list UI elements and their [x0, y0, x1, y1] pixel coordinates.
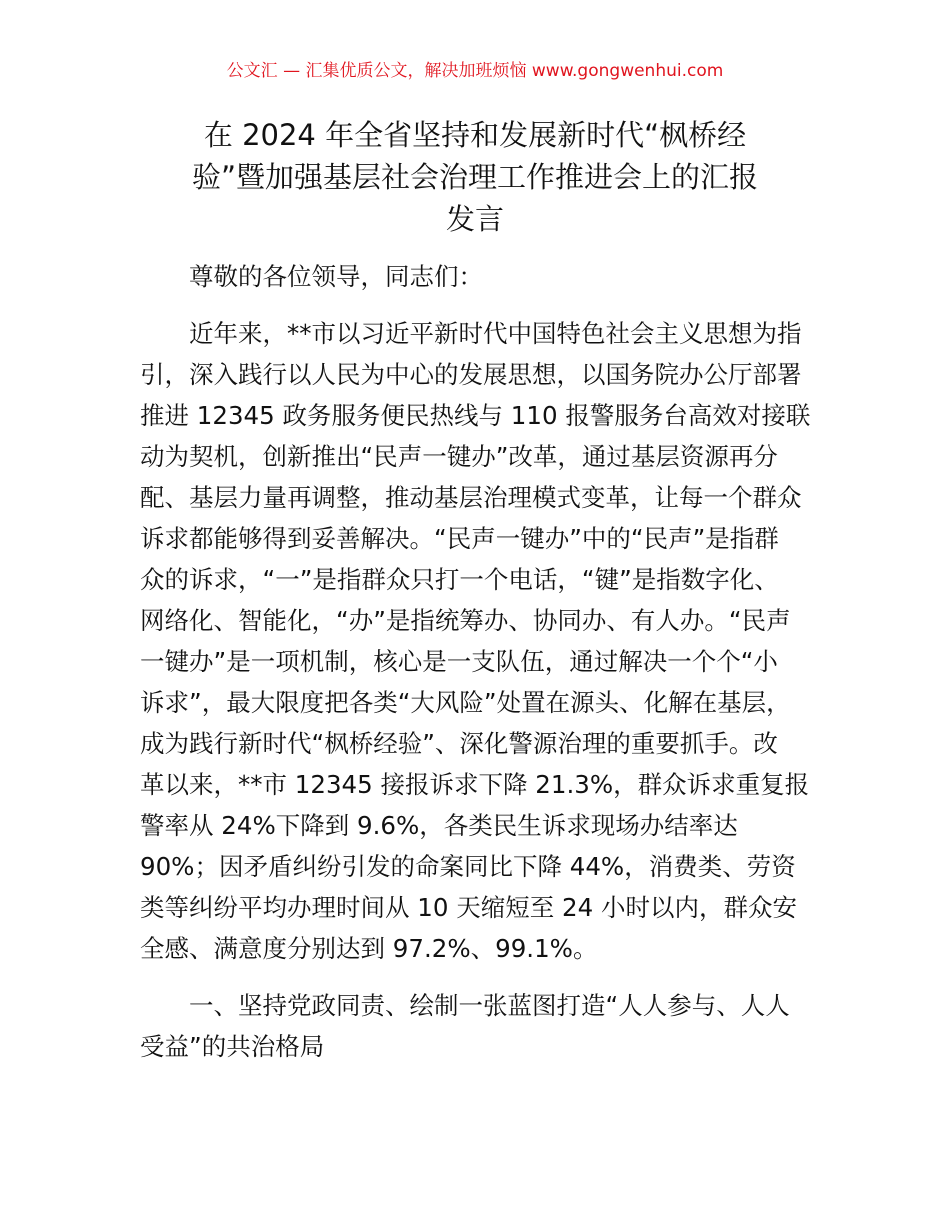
salutation: 尊敬的各位领导，同志们：: [189, 262, 483, 291]
paragraph-line: 诉求都能够得到妥善解决。“民声一键办”中的“民声”是指群: [140, 524, 779, 553]
title-line: 在 2024 年全省坚持和发展新时代“枫桥经: [203, 118, 747, 152]
document-title: [140, 114, 810, 240]
paragraph-line: 配、基层力量再调整，推动基层治理模式变革，让每一个群众: [140, 483, 802, 512]
paragraph-line: 全感、满意度分别达到 97.2%、99.1%。: [140, 934, 598, 963]
section-heading-line: 受益”的共治格局: [140, 1032, 325, 1061]
paragraph-line: 成为践行新时代“枫桥经验”、深化警源治理的重要抓手。改: [140, 729, 778, 758]
paragraph-line: 诉求”，最大限度把各类“大风险”处置在源头、化解在基层，: [140, 688, 791, 717]
paragraph-line: 一键办”是一项机制，核心是一支队伍，通过解决一个个“小: [140, 647, 778, 676]
paragraph-line: 动为契机，创新推出“民声一键办”改革，通过基层资源再分: [140, 442, 778, 471]
paragraph-line: 革以来，**市 12345 接报诉求下降 21.3%，群众诉求重复报: [140, 770, 810, 799]
paragraph-line: 网络化、智能化，“办”是指统筹办、协同办、有人办。“民声: [140, 606, 791, 635]
paragraph-line: 近年来，**市以习近平新时代中国特色社会主义思想为指: [189, 319, 802, 348]
watermark-header: 公文汇 — 汇集优质公文，解决加班烦恼 www.gongwenhui.com: [226, 61, 724, 81]
title-line: 验”暨加强基层社会治理工作推进会上的汇报: [191, 160, 759, 194]
paragraph-line: 推进 12345 政务服务便民热线与 110 报警服务台高效对接联: [140, 401, 811, 430]
paragraph-line: 引，深入践行以人民为中心的发展思想，以国务院办公厅部署: [140, 360, 802, 389]
paragraph-intro: [140, 313, 810, 969]
paragraph-line: 90%；因矛盾纠纷引发的命案同比下降 44%，消费类、劳资: [140, 852, 796, 881]
title-line: 发言: [445, 202, 504, 236]
section-heading-line: 一、坚持党政同责、绘制一张蓝图打造“人人参与、人人: [189, 991, 790, 1020]
paragraph-line: 类等纠纷平均办理时间从 10 天缩短至 24 小时以内，群众安: [140, 893, 797, 922]
section-heading-1: [140, 985, 810, 1067]
paragraph-line: 警率从 24%下降到 9.6%，各类民生诉求现场办结率达: [140, 811, 738, 840]
paragraph-line: 众的诉求，“一”是指群众只打一个电话，“键”是指数字化、: [140, 565, 779, 594]
document-body: [140, 256, 810, 1067]
